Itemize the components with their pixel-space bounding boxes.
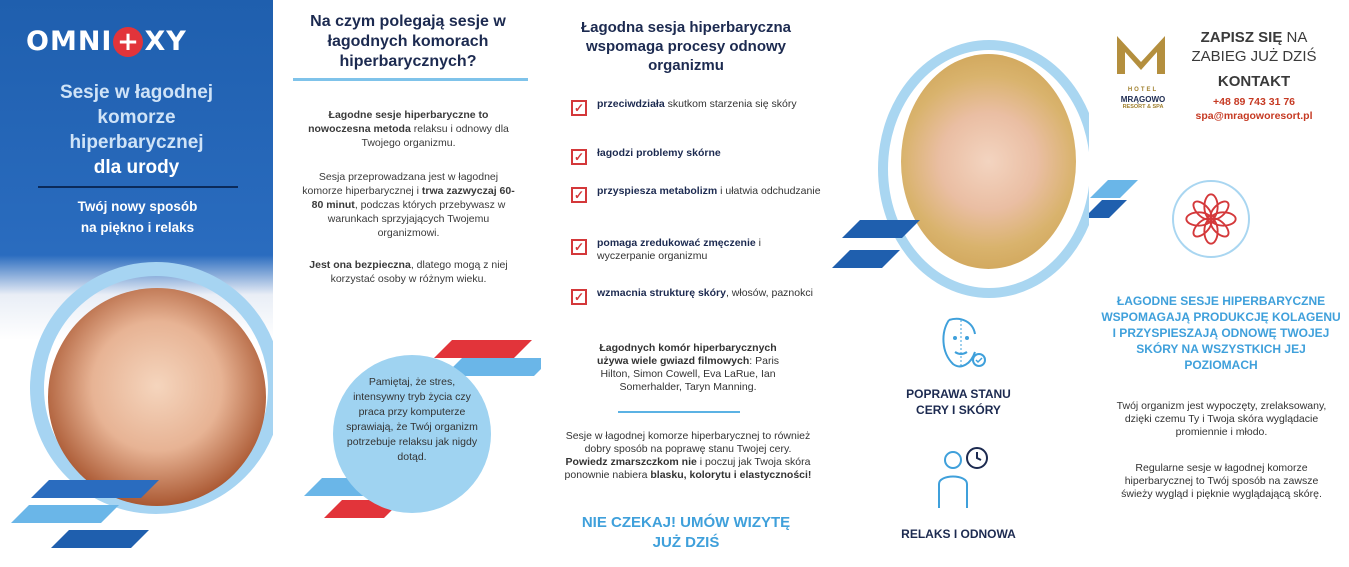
benefit-item (571, 147, 821, 165)
divider (293, 78, 528, 81)
benefit-bold: przeciwdziała (597, 98, 665, 110)
session-bold: Powiedz zmarszczkom nie (565, 456, 697, 468)
benefit-item (571, 287, 821, 305)
cover-slogan (40, 196, 235, 238)
decor-stripe (434, 340, 532, 358)
benefit-text (597, 185, 821, 198)
cover-title (20, 80, 253, 180)
benefit-text (597, 98, 797, 111)
info-panel (273, 0, 541, 567)
relax-person-icon (931, 444, 993, 512)
woman-portrait-photo (48, 288, 266, 506)
effect-label (871, 386, 1046, 418)
contact-panel (1089, 0, 1349, 567)
decor-stripe (11, 505, 119, 523)
divider (38, 186, 238, 188)
slogan-line: Twój nowy sposób (77, 199, 198, 214)
signup-bold: ZAPISZ SIĘ (1200, 29, 1283, 46)
benefit-item (571, 237, 821, 263)
checkbox-icon: ✓ (571, 149, 587, 165)
cover-title-line: Sesje w łagodnej (59, 82, 214, 103)
paragraph: Twój organizm jest wypoczęty, zrelaksowany, dzięki czemu Ty i Twoja skóra wyglądacie promiennie i młodo. (1116, 400, 1327, 438)
benefit-rest: i ułatwia odchudzanie (717, 185, 821, 197)
benefit-rest: , włosów, paznokci (725, 287, 813, 299)
paragraph (301, 258, 516, 286)
flower-icon (1174, 182, 1248, 256)
logo-text-left: OMNI (26, 26, 113, 57)
logo-text-right: XY (144, 26, 187, 57)
collagen-headline: ŁAGODNE SESJE HIPERBARYCZNE WSPOMAGAJĄ PRODUKCJĘ KOLAGENU I PRZYSPIESZAJĄ ODNOWĘ TWOJEJ SKÓRY NA WSZYSTKICH JEJ POZIOMACH (1101, 294, 1341, 372)
paragraph-text: relaksu i odnowy dla Twojego organizmu. (361, 123, 509, 149)
celebrities-text (583, 342, 793, 394)
decor-stripe (1089, 200, 1127, 218)
paragraph-bold: trwa zazwyczaj 60-80 minut (311, 185, 515, 211)
paragraph (301, 170, 516, 240)
paragraph-text: Sesja przeprowadzana jest w łagodnej komorze hiperbarycznej i (302, 171, 499, 197)
cover-title-line: hiperbarycznej (69, 132, 204, 153)
hotel-sub: RESORT & SPA (1122, 104, 1164, 110)
celebrities-rest: : Paris Hilton, Simon Cowell, Eva LaRue, Ian Somerhalder, Taryn Manning. (600, 355, 780, 393)
contact-email[interactable]: spa@mragoworesort.pl (1195, 110, 1313, 122)
benefit-bold: pomaga zredukować zmęczenie (597, 237, 756, 249)
session-part: i poczuj jak Twoja skóra ponownie nabiera (564, 456, 811, 481)
slogan-line: na piękno i relaks (80, 220, 195, 235)
session-text (563, 430, 813, 482)
omnixy-logo (26, 26, 187, 57)
benefit-bold: przyspiesza metabolizm (597, 185, 718, 197)
paragraph-text: , podczas których przebywasz w warunkach sprzyjających Twojemu organizmowi. (327, 199, 506, 239)
cover-title-line: komorze (97, 107, 176, 128)
contact-heading: KONTAKT (1217, 73, 1291, 90)
cover-panel (0, 0, 273, 567)
session-part: Sesje w łagodnej komorze hiperbarycznej to również dobry sposób na poprawę stanu Twojej cery. (565, 430, 811, 455)
effect-label-line: POPRAWA STANU (906, 387, 1011, 401)
celebrities-bold: Łagodnych komór hiperbarycznych używa wiele gwiazd filmowych (596, 342, 777, 367)
paragraph: Regularne sesje w łagodnej komorze hiperbarycznej to Twój sposób na zawsze świeży wygląd i pięknie wyglądającą skórę. (1121, 462, 1322, 500)
benefit-rest: i wyczerpanie organizmu (597, 237, 761, 262)
signup-heading (1179, 28, 1329, 66)
divider (618, 411, 740, 413)
benefit-text (597, 147, 721, 160)
signup-line2: ZABIEG JUŻ DZIŚ (1191, 48, 1317, 65)
session-bold: blasku, kolorytu i elastyczności! (650, 469, 812, 481)
section-heading: Łagodna sesja hiperbaryczna wspomaga procesy odnowy organizmu (580, 19, 792, 74)
decor-stripe (1090, 180, 1138, 198)
decor-stripe (51, 530, 149, 548)
hotel-name (1111, 86, 1175, 104)
reminder-text: Pamiętaj, że stres, intensywny tryb życia czy praca przy komputerze sprawiają, że Twój organizm potrzebuje relaksu jak nigdy dotąd. (346, 376, 478, 463)
logo-plus-icon: + (113, 27, 143, 57)
decor-stripe (832, 250, 900, 268)
checkbox-icon: ✓ (571, 289, 587, 305)
effect-label: RELAKS I ODNOWA (901, 527, 1016, 541)
paragraph-text: , dlatego mogą z niej korzystać osoby w różnym wieku. (330, 259, 508, 285)
benefit-bold: wzmacnia strukturę skóry (597, 287, 726, 299)
benefit-bold: łagodzi problemy skórne (597, 147, 721, 159)
benefits-panel (541, 0, 831, 567)
effect-label-line: CERY I SKÓRY (916, 403, 1001, 417)
cover-title-line: dla urody (93, 157, 180, 178)
section-heading: Na czym polegają sesje w łagodnych komorach hiperbarycznych? (310, 13, 506, 70)
paragraph-bold: Jest ona bezpieczna (309, 259, 411, 271)
cta-text: NIE CZEKAJ! UMÓW WIZYTĘ JUŻ DZIŚ (581, 514, 791, 551)
contact-phone[interactable]: +48 89 743 31 76 (1212, 96, 1296, 108)
smiling-woman-photo (901, 54, 1076, 269)
hotel-name-text: MRĄGOWO (1120, 95, 1166, 104)
benefit-item (571, 185, 821, 203)
decor-stripe (31, 480, 159, 498)
flower-badge (1172, 180, 1250, 258)
paragraph-bold: Łagodne sesje hiperbaryczne to nowoczesna metoda (308, 109, 489, 135)
checkbox-icon: ✓ (571, 239, 587, 255)
checkbox-icon: ✓ (571, 187, 587, 203)
benefit-text (597, 237, 821, 263)
hotel-brand: HOTEL (1127, 87, 1159, 93)
checkbox-icon: ✓ (571, 100, 587, 116)
benefit-item (571, 98, 821, 116)
face-skin-icon (931, 312, 991, 372)
paragraph (301, 108, 516, 150)
benefit-rest: skutkom starzenia się skóry (664, 98, 797, 110)
signup-rest: NA (1282, 29, 1308, 46)
effects-panel (831, 0, 1089, 567)
benefit-text (597, 287, 813, 300)
